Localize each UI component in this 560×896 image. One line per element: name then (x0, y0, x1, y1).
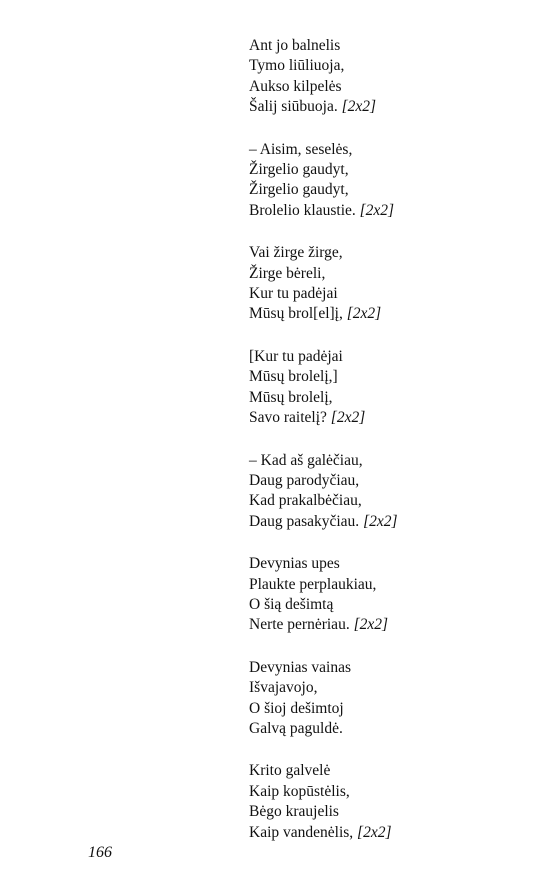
line-text: Mūsų brolelį, (249, 388, 333, 406)
line-text: Galvą paguldė. (249, 719, 343, 737)
stanza (249, 658, 549, 740)
poem-line (249, 471, 549, 491)
poem-line (249, 615, 549, 635)
line-text: O šią dešimtą (249, 595, 334, 613)
poem-line (249, 284, 549, 304)
line-text: Brolelio klaustie. (249, 201, 356, 219)
poem-line (249, 699, 549, 719)
poem-line (249, 512, 549, 532)
stanza (249, 140, 549, 222)
line-text: Mūsų brol[el]į, (249, 305, 343, 323)
poem-line (249, 140, 549, 160)
line-text: Devynias vainas (249, 658, 352, 676)
poem-line (249, 367, 549, 387)
stanza (249, 243, 549, 325)
line-text: Išvajavojo, (249, 679, 318, 697)
poem-line (249, 802, 549, 822)
poem-line (249, 408, 549, 428)
poem-text (249, 36, 549, 865)
line-text: – Kad aš galėčiau, (249, 451, 363, 469)
line-text: Kad prakalbėčiau, (249, 492, 362, 510)
line-text: O šioj dešimtoj (249, 699, 344, 717)
line-text: Žirgelio gaudyt, (249, 181, 349, 199)
refrain-mark: [2x2] (363, 512, 398, 530)
line-text: Plaukte perplaukiau, (249, 575, 377, 593)
line-text: Aukso kilpelės (249, 77, 342, 95)
line-text: Kaip vandenėlis, (249, 823, 354, 841)
line-text: Bėgo kraujelis (249, 803, 339, 821)
line-text: Vai žirge žirge, (249, 244, 343, 262)
poem-line (249, 56, 549, 76)
page-number: 166 (88, 844, 112, 861)
stanza (249, 554, 549, 636)
poem-line (249, 201, 549, 221)
poem-line (249, 97, 549, 117)
line-text: Žirgelio gaudyt, (249, 161, 349, 179)
line-text: Ant jo balnelis (249, 37, 341, 54)
line-text: Krito galvelė (249, 762, 331, 780)
poem-line (249, 554, 549, 574)
line-text: Šalij siūbuoja. (249, 98, 338, 116)
poem-line (249, 304, 549, 324)
poem-line (249, 180, 549, 200)
line-text: Kur tu padėjai (249, 285, 338, 303)
poem-line (249, 77, 549, 97)
refrain-mark: [2x2] (359, 201, 395, 219)
refrain-mark: [2x2] (330, 409, 366, 427)
poem-line (249, 491, 549, 511)
poem-line (249, 243, 549, 263)
stanza (249, 451, 549, 533)
poem-line (249, 782, 549, 802)
poem-line (249, 719, 549, 739)
poem-line (249, 451, 549, 471)
poem-line (249, 264, 549, 284)
poem-line (249, 595, 549, 615)
refrain-mark: [2x2] (357, 823, 392, 841)
poem-line (249, 36, 549, 56)
line-text: Mūsų brolelį,] (249, 368, 338, 386)
poem-line (249, 761, 549, 781)
line-text: Savo raitelį? (249, 409, 327, 427)
line-text: Daug parodyčiau, (249, 471, 360, 489)
stanza (249, 761, 549, 843)
line-text: [Kur tu padėjai (249, 347, 343, 365)
line-text: Kaip kopūstėlis, (249, 782, 350, 800)
poem-line (249, 658, 549, 678)
poem-line (249, 388, 549, 408)
line-text: Žirge bėreli, (249, 264, 326, 282)
line-text: Daug pasakyčiau. (249, 512, 360, 530)
poem-line (249, 678, 549, 698)
line-text: Devynias upes (249, 555, 340, 573)
stanza (249, 36, 549, 118)
line-text: Nerte pernėriau. (249, 616, 350, 634)
refrain-mark: [2x2] (346, 305, 382, 323)
refrain-mark: [2x2] (341, 98, 377, 116)
line-text: Tymo liūliuoja, (249, 57, 345, 75)
line-text: – Aisim, seselės, (249, 140, 353, 158)
refrain-mark: [2x2] (353, 616, 389, 634)
poem-line (249, 823, 549, 843)
stanza (249, 347, 549, 429)
poem-line (249, 160, 549, 180)
poem-line (249, 575, 549, 595)
poem-line (249, 347, 549, 367)
